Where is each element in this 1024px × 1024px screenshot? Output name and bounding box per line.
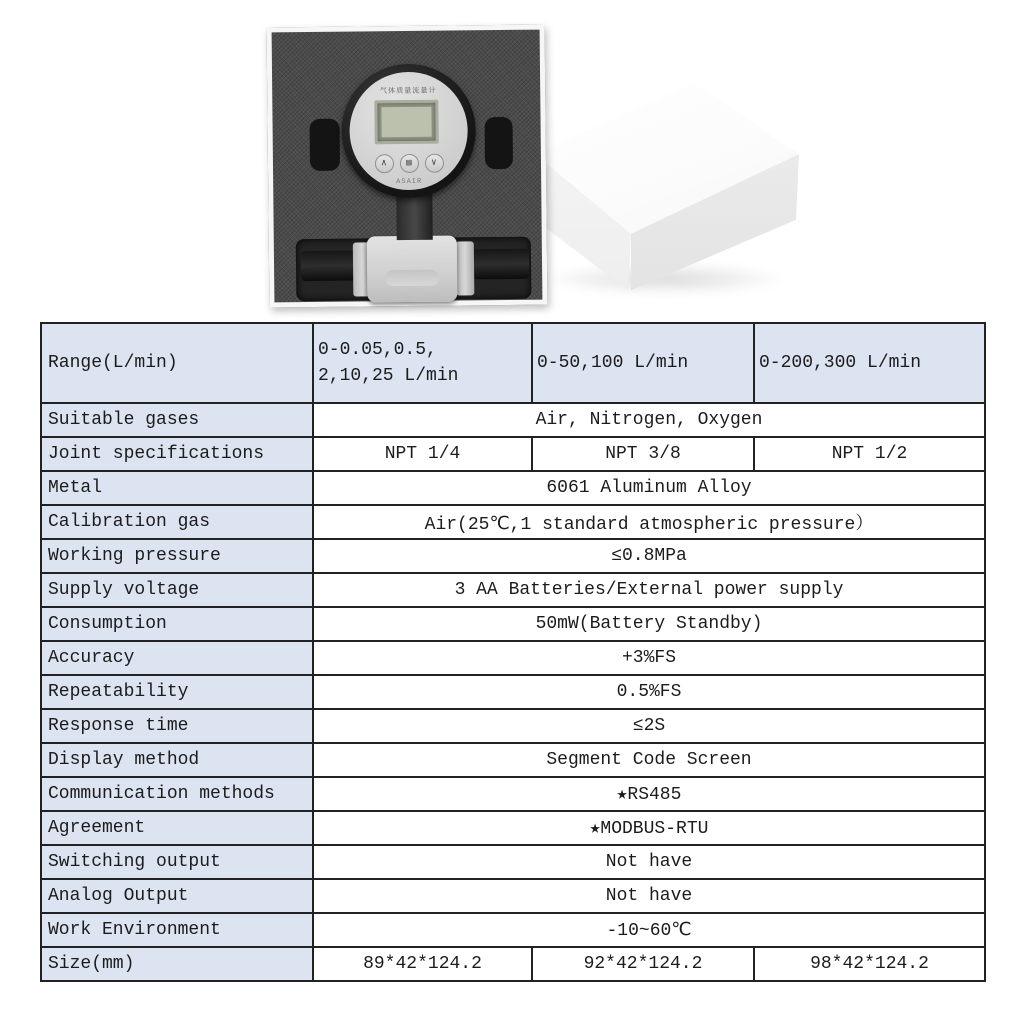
spec-label: Consumption: [41, 607, 313, 641]
spec-label: Size(mm): [41, 947, 313, 981]
spec-value: 3 AA Batteries/External power supply: [313, 573, 985, 607]
table-row-agreement: [41, 811, 985, 845]
spec-value: NPT 1/2: [754, 437, 985, 471]
table-row-suitable-gases: [41, 403, 985, 437]
spec-label: Display method: [41, 743, 313, 777]
table-row-calibration-gas: [41, 505, 985, 539]
spec-value-range-1: [313, 323, 532, 403]
lcd-screen: [381, 107, 431, 138]
spec-value: Not have: [313, 879, 985, 913]
spec-label: Agreement: [41, 811, 313, 845]
spec-label: Working pressure: [41, 539, 313, 573]
spec-value: Air, Nitrogen, Oxygen: [313, 403, 985, 437]
table-row-communication-methods: [41, 777, 985, 811]
table-row-joint-specifications: [41, 437, 985, 471]
spec-value: NPT 1/4: [313, 437, 532, 471]
table-row-metal: [41, 471, 985, 505]
spec-label: Calibration gas: [41, 505, 313, 539]
table-row-analog-output: [41, 879, 985, 913]
table-row-working-pressure: [41, 539, 985, 573]
gauge-title-text: 气体质量流量计: [379, 87, 437, 96]
flow-body-emboss: [385, 270, 439, 287]
spec-label: Suitable gases: [41, 403, 313, 437]
packaging-box: [505, 60, 805, 295]
spec-label: Supply voltage: [41, 573, 313, 607]
spec-label: Metal: [41, 471, 313, 505]
spec-value: 92*42*124.2: [532, 947, 754, 981]
spec-value: ★MODBUS-RTU: [313, 811, 985, 845]
flange-right: [456, 241, 475, 295]
table-row-work-environment: [41, 913, 985, 947]
lcd-display: [374, 100, 438, 145]
table-row-accuracy: [41, 641, 985, 675]
spec-value: Air(25℃,1 standard atmospheric pressure）: [313, 505, 985, 539]
spec-value-range-3: 0-200,300 L/min: [754, 323, 985, 403]
spec-label: Work Environment: [41, 913, 313, 947]
range-line1: 0-0.05,0.5,: [318, 339, 437, 360]
table-row-range: [41, 323, 985, 403]
product-photo: [0, 0, 1024, 315]
spec-label-range: Range(L/min): [41, 323, 313, 403]
spec-value-range-2: 0-50,100 L/min: [532, 323, 754, 403]
spec-label: Accuracy: [41, 641, 313, 675]
gauge-ear-right: [484, 117, 513, 169]
spec-label: Joint specifications: [41, 437, 313, 471]
spec-value: ≤2S: [313, 709, 985, 743]
range-line2: 2,10,25 L/min: [318, 366, 459, 386]
gauge-stem: [396, 194, 432, 240]
gauge-face: [349, 71, 468, 190]
table-row-consumption: [41, 607, 985, 641]
menu-icon: [399, 154, 418, 173]
flow-tube-right: [471, 249, 529, 280]
spec-value: NPT 3/8: [532, 437, 754, 471]
spec-value: 50mW(Battery Standby): [313, 607, 985, 641]
table-row-size: [41, 947, 985, 981]
spec-label: Response time: [41, 709, 313, 743]
spec-value: ★RS485: [313, 777, 985, 811]
table-row-supply-voltage: [41, 573, 985, 607]
spec-value: Segment Code Screen: [313, 743, 985, 777]
table-row-display-method: [41, 743, 985, 777]
table-row-switching-output: [41, 845, 985, 879]
spec-label: Switching output: [41, 845, 313, 879]
spec-value: 98*42*124.2: [754, 947, 985, 981]
spec-value: ≤0.8MPa: [313, 539, 985, 573]
spec-value: 89*42*124.2: [313, 947, 532, 981]
spec-value: 6061 Aluminum Alloy: [313, 471, 985, 505]
brand-text: ASAIR: [396, 177, 423, 187]
foam-case: [267, 25, 548, 308]
flow-meter-gauge: [341, 63, 476, 198]
spec-label: Analog Output: [41, 879, 313, 913]
menu-glyph: ▤: [406, 157, 412, 169]
spec-value: -10~60℃: [313, 913, 985, 947]
table-row-response-time: [41, 709, 985, 743]
down-arrow-icon: [424, 154, 443, 173]
gauge-buttons: [350, 153, 468, 173]
flow-sensor-body: [367, 235, 458, 302]
gauge-ear-left: [310, 119, 341, 171]
spec-label: Repeatability: [41, 675, 313, 709]
spec-value: Not have: [313, 845, 985, 879]
down-glyph: ∨: [431, 157, 437, 168]
table-row-repeatability: [41, 675, 985, 709]
spec-value: 0.5%FS: [313, 675, 985, 709]
up-arrow-icon: [374, 154, 393, 173]
up-glyph: ∧: [381, 158, 387, 169]
spec-table: [40, 322, 986, 982]
spec-value: +3%FS: [313, 641, 985, 675]
spec-label: Communication methods: [41, 777, 313, 811]
flow-tube-left: [301, 251, 359, 282]
